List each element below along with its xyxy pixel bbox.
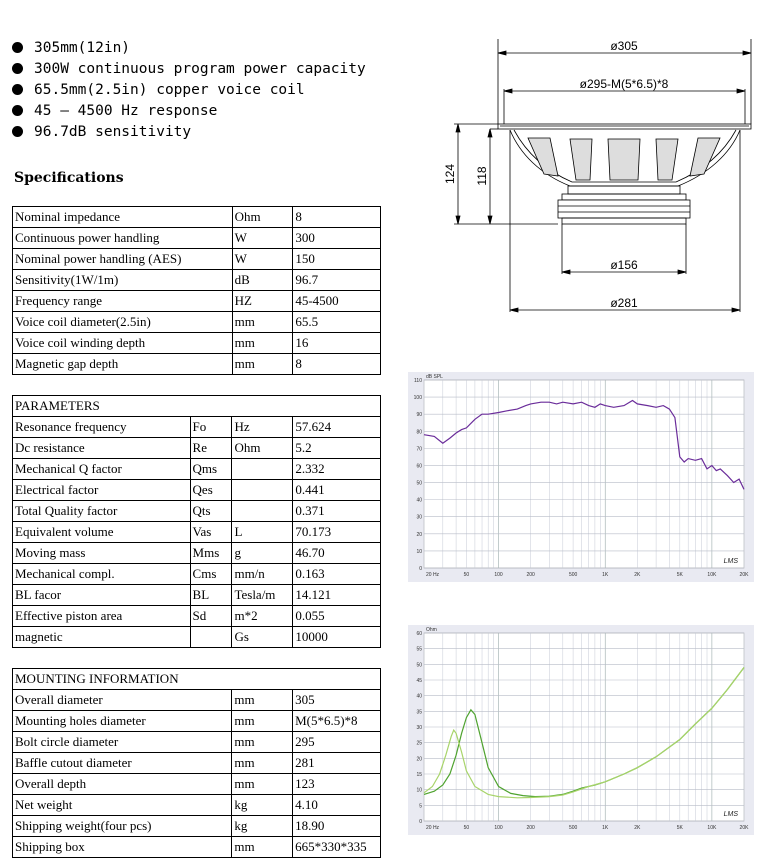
- feature-text: 45 – 4500 Hz response: [34, 102, 218, 119]
- spec-row: [13, 333, 381, 354]
- y-tick-label: 40: [416, 497, 422, 504]
- x-tick-label: 20K: [739, 572, 749, 578]
- spec-unit: mm: [232, 312, 293, 333]
- parameter-row: [13, 522, 381, 543]
- spec-name: Continuous power handling: [13, 228, 233, 249]
- mounting-value: 18.90: [293, 816, 381, 837]
- parameter-unit: m*2: [232, 606, 293, 627]
- parameter-symbol: Fo: [190, 417, 232, 438]
- spec-value: 8: [293, 354, 381, 375]
- feature-text: 305mm(12in): [34, 39, 131, 56]
- x-tick-label: 200: [526, 572, 535, 578]
- parameter-unit: L: [232, 522, 293, 543]
- x-tick-label: 1K: [602, 572, 609, 578]
- y-tick-label: 60: [416, 631, 422, 637]
- x-tick-label: 500: [568, 572, 578, 578]
- bullet-dot-icon: [12, 84, 23, 95]
- parameter-unit: [232, 459, 293, 480]
- y-tick-label: 60: [416, 463, 422, 470]
- parameter-name: Moving mass: [13, 543, 191, 564]
- parameter-symbol: Qes: [190, 480, 232, 501]
- parameter-symbol: Qts: [190, 501, 232, 522]
- y-tick-label: 20: [416, 531, 422, 538]
- parameter-row: [13, 606, 381, 627]
- plot-area: [424, 380, 744, 568]
- spec-value: 45-4500: [293, 291, 381, 312]
- spec-value: 96.7: [293, 270, 381, 291]
- y-tick-label: 10: [416, 787, 422, 794]
- parameter-row: [13, 564, 381, 585]
- y-tick-label: 80: [416, 429, 422, 436]
- mounting-value: 4.10: [293, 795, 381, 816]
- x-tick-label: 100: [494, 572, 503, 578]
- y-axis-label: dB SPL: [426, 374, 443, 380]
- x-tick-label: 20 Hz: [426, 825, 440, 831]
- parameter-value: 0.163: [293, 564, 381, 585]
- mounting-row: [13, 795, 381, 816]
- feature-bullet: [12, 121, 366, 142]
- x-tick-label: 5K: [676, 825, 683, 831]
- spec-value: 16: [293, 333, 381, 354]
- parameter-row: [13, 438, 381, 459]
- spec-row: [13, 207, 381, 228]
- parameter-value: 57.624: [293, 417, 381, 438]
- y-tick-label: 100: [413, 395, 422, 402]
- parameter-row: [13, 501, 381, 522]
- spec-row: [13, 228, 381, 249]
- parameter-symbol: BL: [190, 585, 232, 606]
- y-tick-label: 50: [416, 480, 422, 487]
- total-depth-dimension: 124: [443, 163, 457, 185]
- y-axis-label: Ohm: [426, 627, 437, 633]
- spec-name: Magnetic gap depth: [13, 354, 233, 375]
- y-tick-label: 110: [414, 378, 422, 384]
- frequency-response-chart: [408, 372, 754, 582]
- specifications-table: [12, 206, 381, 375]
- spec-value: 65.5: [293, 312, 381, 333]
- spec-row: [13, 354, 381, 375]
- y-tick-label: 50: [416, 662, 422, 669]
- mounting-header-row: [13, 669, 381, 690]
- y-tick-label: 30: [416, 514, 422, 521]
- mounting-name: Net weight: [13, 795, 232, 816]
- spec-name: Sensitivity(1W/1m): [13, 270, 233, 291]
- parameter-value: 0.441: [293, 480, 381, 501]
- mounting-unit: mm: [232, 690, 293, 711]
- feature-bullet: [12, 37, 366, 58]
- y-tick-label: 0: [419, 819, 422, 825]
- y-tick-label: 25: [416, 740, 422, 747]
- mounting-row: [13, 690, 381, 711]
- mounting-title: MOUNTING INFORMATION: [13, 669, 381, 690]
- spec-row: [13, 270, 381, 291]
- mounting-name: Mounting holes diameter: [13, 711, 232, 732]
- parameter-value: 14.121: [293, 585, 381, 606]
- spec-unit: W: [232, 249, 293, 270]
- parameter-unit: Gs: [232, 627, 293, 648]
- parameter-unit: Ohm: [232, 438, 293, 459]
- parameter-value: 0.055: [293, 606, 381, 627]
- bullet-dot-icon: [12, 63, 23, 74]
- spec-value: 150: [293, 249, 381, 270]
- mounting-row: [13, 816, 381, 837]
- feature-bullet: [12, 79, 366, 100]
- mounting-value: M(5*6.5)*8: [293, 711, 381, 732]
- parameters-table: [12, 395, 381, 648]
- parameters-title: PARAMETERS: [13, 396, 381, 417]
- spec-name: Frequency range: [13, 291, 233, 312]
- mounting-unit: mm: [232, 732, 293, 753]
- y-tick-label: 5: [419, 803, 422, 810]
- y-tick-label: 70: [416, 446, 422, 453]
- parameter-name: Dc resistance: [13, 438, 191, 459]
- x-tick-label: 2K: [634, 572, 641, 578]
- y-tick-label: 20: [416, 756, 422, 763]
- parameter-row: [13, 543, 381, 564]
- parameter-unit: Tesla/m: [232, 585, 293, 606]
- mounting-row: [13, 732, 381, 753]
- parameter-name: magnetic: [13, 627, 191, 648]
- mounting-row: [13, 774, 381, 795]
- parameter-symbol: Sd: [190, 606, 232, 627]
- parameter-name: Total Quality factor: [13, 501, 191, 522]
- y-tick-label: 15: [416, 772, 422, 778]
- feature-text: 96.7dB sensitivity: [34, 123, 192, 140]
- parameter-symbol: [190, 627, 232, 648]
- parameter-unit: mm/n: [232, 564, 293, 585]
- magnet-diameter-dimension: ø156: [610, 258, 638, 272]
- parameter-symbol: Cms: [190, 564, 232, 585]
- y-tick-label: 40: [416, 693, 422, 700]
- parameter-unit: Hz: [232, 417, 293, 438]
- mounting-name: Baffle cutout diameter: [13, 753, 232, 774]
- mounting-value: 295: [293, 732, 381, 753]
- spec-unit: Ohm: [232, 207, 293, 228]
- bullet-dot-icon: [12, 126, 23, 137]
- mounting-unit: mm: [232, 837, 293, 858]
- parameter-symbol: Mms: [190, 543, 232, 564]
- spec-name: Voice coil winding depth: [13, 333, 233, 354]
- overall-diameter-dimension: ø305: [610, 39, 638, 53]
- parameter-value: 10000: [293, 627, 381, 648]
- parameter-name: Effective piston area: [13, 606, 191, 627]
- parameter-value: 46.70: [293, 543, 381, 564]
- x-tick-label: 50: [463, 825, 470, 831]
- parameter-name: Electrical factor: [13, 480, 191, 501]
- spec-value: 300: [293, 228, 381, 249]
- y-tick-label: 30: [416, 725, 422, 731]
- mounting-value: 281: [293, 753, 381, 774]
- specifications-heading: Specifications: [14, 170, 124, 186]
- cutout-diameter-dimension: ø281: [610, 296, 638, 310]
- spec-unit: HZ: [232, 291, 293, 312]
- parameter-symbol: Qms: [190, 459, 232, 480]
- x-tick-label: 1K: [602, 825, 609, 831]
- bullet-dot-icon: [12, 42, 23, 53]
- spec-row: [13, 249, 381, 270]
- mounting-unit: mm: [232, 711, 293, 732]
- mounting-unit: kg: [232, 795, 293, 816]
- spec-row: [13, 291, 381, 312]
- parameter-name: Resonance frequency: [13, 417, 191, 438]
- parameters-header-row: [13, 396, 381, 417]
- spec-name: Nominal impedance: [13, 207, 233, 228]
- bullet-dot-icon: [12, 105, 23, 116]
- impedance-chart: [408, 625, 754, 835]
- x-tick-label: 500: [568, 825, 578, 831]
- mount-depth-dimension: 118: [475, 166, 489, 186]
- feature-text: 300W continuous program power capacity: [34, 60, 366, 77]
- spec-row: [13, 312, 381, 333]
- y-tick-label: 45: [416, 678, 422, 684]
- mounting-name: Shipping weight(four pcs): [13, 816, 232, 837]
- x-tick-label: 10K: [707, 572, 717, 578]
- mounting-unit: kg: [232, 816, 293, 837]
- parameter-name: Mechanical Q factor: [13, 459, 191, 480]
- parameter-unit: [232, 480, 293, 501]
- spec-unit: mm: [232, 333, 293, 354]
- mounting-table: [12, 668, 381, 858]
- mounting-name: Overall depth: [13, 774, 232, 795]
- parameter-value: 2.332: [293, 459, 381, 480]
- parameter-unit: [232, 501, 293, 522]
- parameter-unit: g: [232, 543, 293, 564]
- spec-name: Nominal power handling (AES): [13, 249, 233, 270]
- x-tick-label: 20 Hz: [426, 572, 440, 578]
- parameter-value: 70.173: [293, 522, 381, 543]
- x-tick-label: 100: [494, 825, 503, 831]
- mounting-row: [13, 753, 381, 774]
- x-tick-label: 5K: [676, 572, 683, 578]
- x-tick-label: 50: [463, 572, 470, 578]
- x-tick-label: 20K: [739, 825, 749, 831]
- y-tick-label: 10: [416, 548, 422, 555]
- mounting-holes-dimension: ø295-M(5*6.5)*8: [579, 77, 669, 91]
- mounting-row: [13, 711, 381, 732]
- parameter-row: [13, 459, 381, 480]
- spec-unit: dB: [232, 270, 293, 291]
- feature-bullet: [12, 58, 366, 79]
- feature-bullet: [12, 100, 366, 121]
- speaker-dimension-drawing: [440, 34, 756, 324]
- parameter-name: Mechanical compl.: [13, 564, 191, 585]
- parameter-value: 0.371: [293, 501, 381, 522]
- mounting-name: Bolt circle diameter: [13, 732, 232, 753]
- feature-bullets: [12, 37, 366, 142]
- mounting-unit: mm: [232, 753, 293, 774]
- mounting-row: [13, 837, 381, 858]
- parameter-row: [13, 585, 381, 606]
- parameter-name: Equivalent volume: [13, 522, 191, 543]
- y-tick-label: 35: [416, 709, 422, 716]
- x-tick-label: 200: [526, 825, 535, 831]
- spec-name: Voice coil diameter(2.5in): [13, 312, 233, 333]
- brand-mark: LMS: [723, 558, 738, 565]
- spec-value: 8: [293, 207, 381, 228]
- parameter-value: 5.2: [293, 438, 381, 459]
- parameter-name: BL facor: [13, 585, 191, 606]
- parameter-row: [13, 417, 381, 438]
- parameter-row: [13, 627, 381, 648]
- brand-mark: LMS: [723, 811, 738, 818]
- x-tick-label: 2K: [634, 825, 641, 831]
- x-tick-label: 10K: [707, 825, 717, 831]
- mounting-name: Overall diameter: [13, 690, 232, 711]
- mounting-value: 665*330*335: [293, 837, 381, 858]
- parameter-symbol: Re: [190, 438, 232, 459]
- mounting-value: 123: [293, 774, 381, 795]
- spec-unit: W: [232, 228, 293, 249]
- y-tick-label: 90: [416, 412, 422, 419]
- y-tick-label: 55: [416, 646, 422, 653]
- feature-text: 65.5mm(2.5in) copper voice coil: [34, 81, 305, 98]
- mounting-name: Shipping box: [13, 837, 232, 858]
- y-tick-label: 0: [419, 566, 422, 572]
- mounting-unit: mm: [232, 774, 293, 795]
- mounting-value: 305: [293, 690, 381, 711]
- spec-unit: mm: [232, 354, 293, 375]
- parameter-symbol: Vas: [190, 522, 232, 543]
- parameter-row: [13, 480, 381, 501]
